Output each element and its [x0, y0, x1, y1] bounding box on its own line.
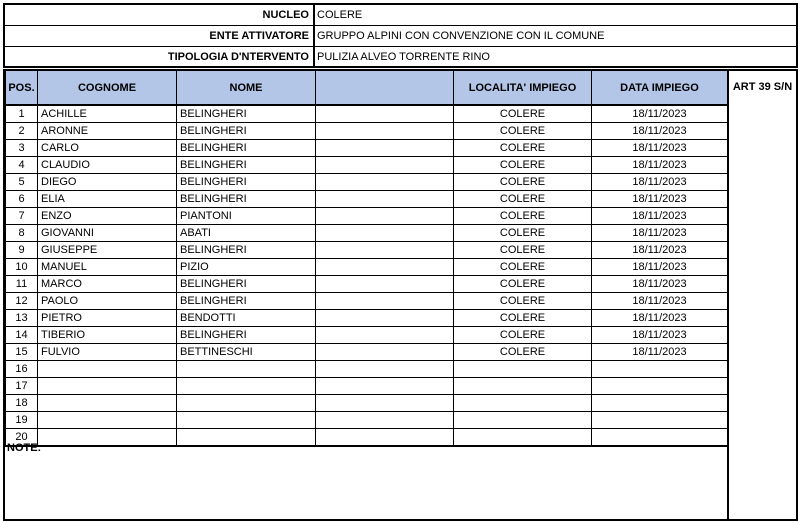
- col-header-data: DATA IMPIEGO: [592, 70, 728, 105]
- row-pos-cell: 12: [6, 293, 38, 310]
- row-blank-cell: [316, 395, 454, 412]
- header-divider: [313, 5, 315, 66]
- row-data-cell: 18/11/2023: [592, 191, 728, 208]
- row-pos-cell: 20: [6, 429, 38, 447]
- row-pos-cell: 3: [6, 140, 38, 157]
- row-pos-cell: 13: [6, 310, 38, 327]
- row-nome-cell: [177, 395, 316, 412]
- row-nome-cell: BELINGHERI: [177, 327, 316, 344]
- row-pos-cell: 4: [6, 157, 38, 174]
- col-header-nome: NOME: [177, 70, 316, 105]
- row-localita-cell: COLERE: [454, 140, 592, 157]
- table-header-row: [6, 70, 728, 105]
- row-localita-cell: COLERE: [454, 276, 592, 293]
- personnel-table: [5, 69, 728, 447]
- tipologia-label: TIPOLOGIA D'NTERVENTO: [167, 51, 309, 63]
- notes-label: NOTE:: [7, 442, 42, 454]
- nucleo-value: COLERE: [317, 9, 363, 21]
- row-localita-cell: [454, 395, 592, 412]
- row-pos-cell: 16: [6, 361, 38, 378]
- row-data-cell: 18/11/2023: [592, 276, 728, 293]
- table-row: [6, 157, 728, 174]
- row-data-cell: 18/11/2023: [592, 225, 728, 242]
- row-pos-cell: 14: [6, 327, 38, 344]
- row-pos-cell: 10: [6, 259, 38, 276]
- row-blank-cell: [316, 242, 454, 259]
- art39-label: ART 39 S/N: [732, 81, 793, 93]
- row-pos-cell: 7: [6, 208, 38, 225]
- row-data-cell: [592, 395, 728, 412]
- header-rule: [5, 25, 796, 26]
- row-nome-cell: BELINGHERI: [177, 293, 316, 310]
- row-data-cell: 18/11/2023: [592, 157, 728, 174]
- row-cognome-cell: ENZO: [38, 208, 177, 225]
- row-blank-cell: [316, 208, 454, 225]
- table-row: [6, 242, 728, 259]
- table-row: [6, 259, 728, 276]
- row-pos-cell: 6: [6, 191, 38, 208]
- row-localita-cell: [454, 361, 592, 378]
- row-data-cell: 18/11/2023: [592, 344, 728, 361]
- row-nome-cell: [177, 361, 316, 378]
- header-rule: [5, 46, 796, 47]
- row-localita-cell: COLERE: [454, 191, 592, 208]
- nucleo-label: NUCLEO: [262, 9, 309, 21]
- table-row: [6, 361, 728, 378]
- row-nome-cell: BELINGHERI: [177, 123, 316, 140]
- table-row: [6, 123, 728, 140]
- row-nome-cell: ABATI: [177, 225, 316, 242]
- row-data-cell: 18/11/2023: [592, 242, 728, 259]
- row-pos-cell: 19: [6, 412, 38, 429]
- row-cognome-cell: TIBERIO: [38, 327, 177, 344]
- table-row: [6, 174, 728, 191]
- row-pos-cell: 8: [6, 225, 38, 242]
- col-header-localita: LOCALITA' IMPIEGO: [454, 70, 592, 105]
- row-localita-cell: COLERE: [454, 157, 592, 174]
- row-cognome-cell: [38, 378, 177, 395]
- row-cognome-cell: ACHILLE: [38, 105, 177, 123]
- row-pos-cell: 5: [6, 174, 38, 191]
- row-cognome-cell: CARLO: [38, 140, 177, 157]
- row-data-cell: 18/11/2023: [592, 140, 728, 157]
- table-row: [6, 378, 728, 395]
- row-localita-cell: [454, 412, 592, 429]
- table-row: [6, 395, 728, 412]
- row-nome-cell: PIZIO: [177, 259, 316, 276]
- row-data-cell: 18/11/2023: [592, 123, 728, 140]
- row-data-cell: [592, 412, 728, 429]
- header-block: [3, 3, 798, 68]
- row-cognome-cell: PIETRO: [38, 310, 177, 327]
- row-data-cell: 18/11/2023: [592, 105, 728, 123]
- row-localita-cell: COLERE: [454, 310, 592, 327]
- row-localita-cell: COLERE: [454, 123, 592, 140]
- row-nome-cell: BELINGHERI: [177, 191, 316, 208]
- personnel-table-wrapper: [3, 69, 729, 447]
- row-localita-cell: COLERE: [454, 174, 592, 191]
- row-nome-cell: BELINGHERI: [177, 105, 316, 123]
- ente-label: ENTE ATTIVATORE: [209, 30, 309, 42]
- row-data-cell: 18/11/2023: [592, 327, 728, 344]
- table-row: [6, 208, 728, 225]
- row-cognome-cell: ARONNE: [38, 123, 177, 140]
- col-header-cognome: COGNOME: [38, 70, 177, 105]
- row-nome-cell: BELINGHERI: [177, 157, 316, 174]
- row-cognome-cell: [38, 412, 177, 429]
- row-pos-cell: 9: [6, 242, 38, 259]
- row-cognome-cell: [38, 361, 177, 378]
- row-cognome-cell: CLAUDIO: [38, 157, 177, 174]
- row-data-cell: 18/11/2023: [592, 310, 728, 327]
- row-blank-cell: [316, 140, 454, 157]
- row-nome-cell: BENDOTTI: [177, 310, 316, 327]
- row-pos-cell: 15: [6, 344, 38, 361]
- row-localita-cell: COLERE: [454, 259, 592, 276]
- row-nome-cell: [177, 412, 316, 429]
- art39-column: [729, 69, 798, 521]
- row-blank-cell: [316, 344, 454, 361]
- row-nome-cell: PIANTONI: [177, 208, 316, 225]
- table-row: [6, 293, 728, 310]
- row-pos-cell: 17: [6, 378, 38, 395]
- row-blank-cell: [316, 276, 454, 293]
- row-data-cell: 18/11/2023: [592, 293, 728, 310]
- row-blank-cell: [316, 293, 454, 310]
- row-localita-cell: COLERE: [454, 105, 592, 123]
- row-blank-cell: [316, 174, 454, 191]
- row-nome-cell: BELINGHERI: [177, 242, 316, 259]
- row-cognome-cell: GIOVANNI: [38, 225, 177, 242]
- row-blank-cell: [316, 157, 454, 174]
- row-cognome-cell: ELIA: [38, 191, 177, 208]
- row-cognome-cell: DIEGO: [38, 174, 177, 191]
- row-blank-cell: [316, 105, 454, 123]
- row-cognome-cell: FULVIO: [38, 344, 177, 361]
- row-localita-cell: COLERE: [454, 242, 592, 259]
- row-localita-cell: COLERE: [454, 327, 592, 344]
- table-row: [6, 412, 728, 429]
- row-localita-cell: COLERE: [454, 208, 592, 225]
- row-pos-cell: 18: [6, 395, 38, 412]
- table-row: [6, 140, 728, 157]
- row-data-cell: 18/11/2023: [592, 259, 728, 276]
- row-nome-cell: [177, 378, 316, 395]
- row-blank-cell: [316, 361, 454, 378]
- notes-area: [3, 440, 729, 521]
- table-row: [6, 327, 728, 344]
- row-blank-cell: [316, 225, 454, 242]
- row-cognome-cell: PAOLO: [38, 293, 177, 310]
- row-nome-cell: BELINGHERI: [177, 140, 316, 157]
- table-row: [6, 310, 728, 327]
- table-row: [6, 276, 728, 293]
- row-blank-cell: [316, 191, 454, 208]
- row-localita-cell: COLERE: [454, 293, 592, 310]
- row-blank-cell: [316, 259, 454, 276]
- table-row: [6, 344, 728, 361]
- col-header-blank: [316, 70, 454, 105]
- row-data-cell: [592, 378, 728, 395]
- row-cognome-cell: GIUSEPPE: [38, 242, 177, 259]
- row-data-cell: 18/11/2023: [592, 174, 728, 191]
- row-blank-cell: [316, 310, 454, 327]
- table-row: [6, 105, 728, 123]
- row-nome-cell: BELINGHERI: [177, 174, 316, 191]
- row-data-cell: 18/11/2023: [592, 208, 728, 225]
- row-nome-cell: BETTINESCHI: [177, 344, 316, 361]
- col-header-pos: POS.: [6, 70, 38, 105]
- row-blank-cell: [316, 378, 454, 395]
- row-cognome-cell: MARCO: [38, 276, 177, 293]
- row-pos-cell: 2: [6, 123, 38, 140]
- tipologia-value: PULIZIA ALVEO TORRENTE RINO: [317, 51, 490, 63]
- row-pos-cell: 1: [6, 105, 38, 123]
- row-blank-cell: [316, 327, 454, 344]
- row-pos-cell: 11: [6, 276, 38, 293]
- row-blank-cell: [316, 123, 454, 140]
- row-data-cell: [592, 361, 728, 378]
- row-localita-cell: [454, 378, 592, 395]
- row-cognome-cell: MANUEL: [38, 259, 177, 276]
- table-row: [6, 225, 728, 242]
- row-localita-cell: COLERE: [454, 225, 592, 242]
- ente-value: GRUPPO ALPINI CON CONVENZIONE CON IL COMUNE: [317, 30, 605, 42]
- table-row: [6, 191, 728, 208]
- row-nome-cell: BELINGHERI: [177, 276, 316, 293]
- row-blank-cell: [316, 412, 454, 429]
- row-cognome-cell: [38, 395, 177, 412]
- row-localita-cell: COLERE: [454, 344, 592, 361]
